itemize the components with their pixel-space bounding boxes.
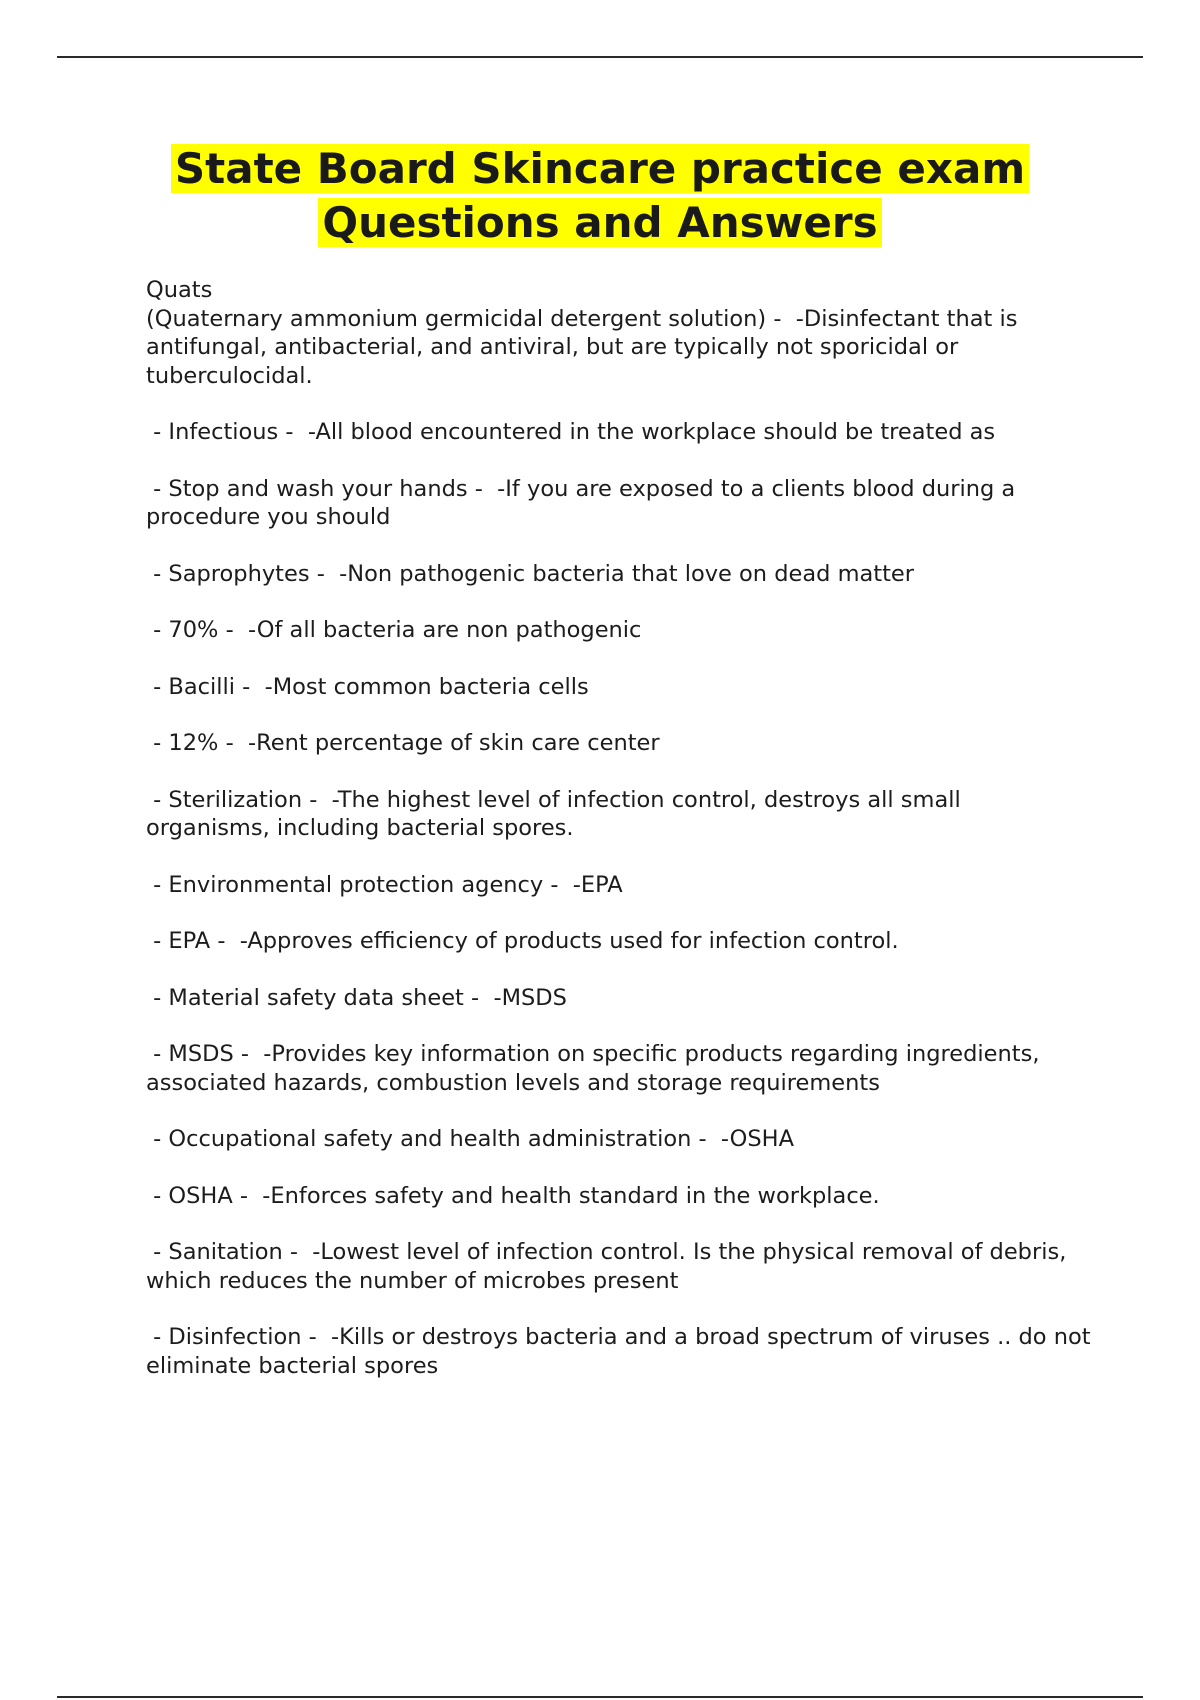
qa-entry: - Sterilization - -The highest level of infection control, destroys all small organisms, including bacterial spores. (146, 786, 968, 841)
header-rule (57, 56, 1143, 58)
qa-entry: - 12% - -Rent percentage of skin care center (146, 730, 660, 756)
document-title (100, 142, 1100, 250)
qa-entry: - 70% - -Of all bacteria are non pathogenic (146, 617, 642, 643)
qa-entry: Quats (Quaternary ammonium germicidal detergent solution) - -Disinfectant that is antifungal, antibacterial, and antiviral, but are typically not sporicidal or tuberculocidal. (146, 277, 1018, 389)
qa-entry: - Occupational safety and health administration - -OSHA (146, 1126, 794, 1152)
qa-entry: - EPA - -Approves efficiency of products used for infection control. (146, 928, 899, 954)
qa-entry: - OSHA - -Enforces safety and health standard in the workplace. (146, 1182, 880, 1209)
qa-entry: - Saprophytes - -Non pathogenic bacteria that love on dead matter (146, 560, 915, 587)
qa-entry: - Disinfection - -Kills or destroys bacteria and a broad spectrum of viruses .. do not eliminate bacterial spores (146, 1324, 1098, 1379)
qa-entry: - Bacilli - -Most common bacteria cells (146, 673, 589, 700)
qa-entry: - Material safety data sheet - -MSDS (146, 984, 567, 1011)
qa-entry: - Infectious - -All blood encountered in the workplace should be treated as (146, 419, 996, 445)
footer-rule (57, 1696, 1143, 1698)
qa-entry: - Environmental protection agency - -EPA (146, 871, 623, 898)
qa-entry: - Stop and wash your hands - -If you are exposed to a clients blood during a procedure you should (146, 475, 1023, 530)
title-line-1: State Board Skincare practice exam (171, 144, 1029, 193)
qa-list (146, 276, 1098, 1408)
qa-entry: - Sanitation - -Lowest level of infection control. Is the physical removal of debris, which reduces the number of microbes present (146, 1239, 1074, 1294)
title-line-2: Questions and Answers (318, 198, 881, 247)
qa-entry: - MSDS - -Provides key information on specific products regarding ingredients, associated hazards, combustion levels and storage requirements (146, 1041, 1047, 1096)
